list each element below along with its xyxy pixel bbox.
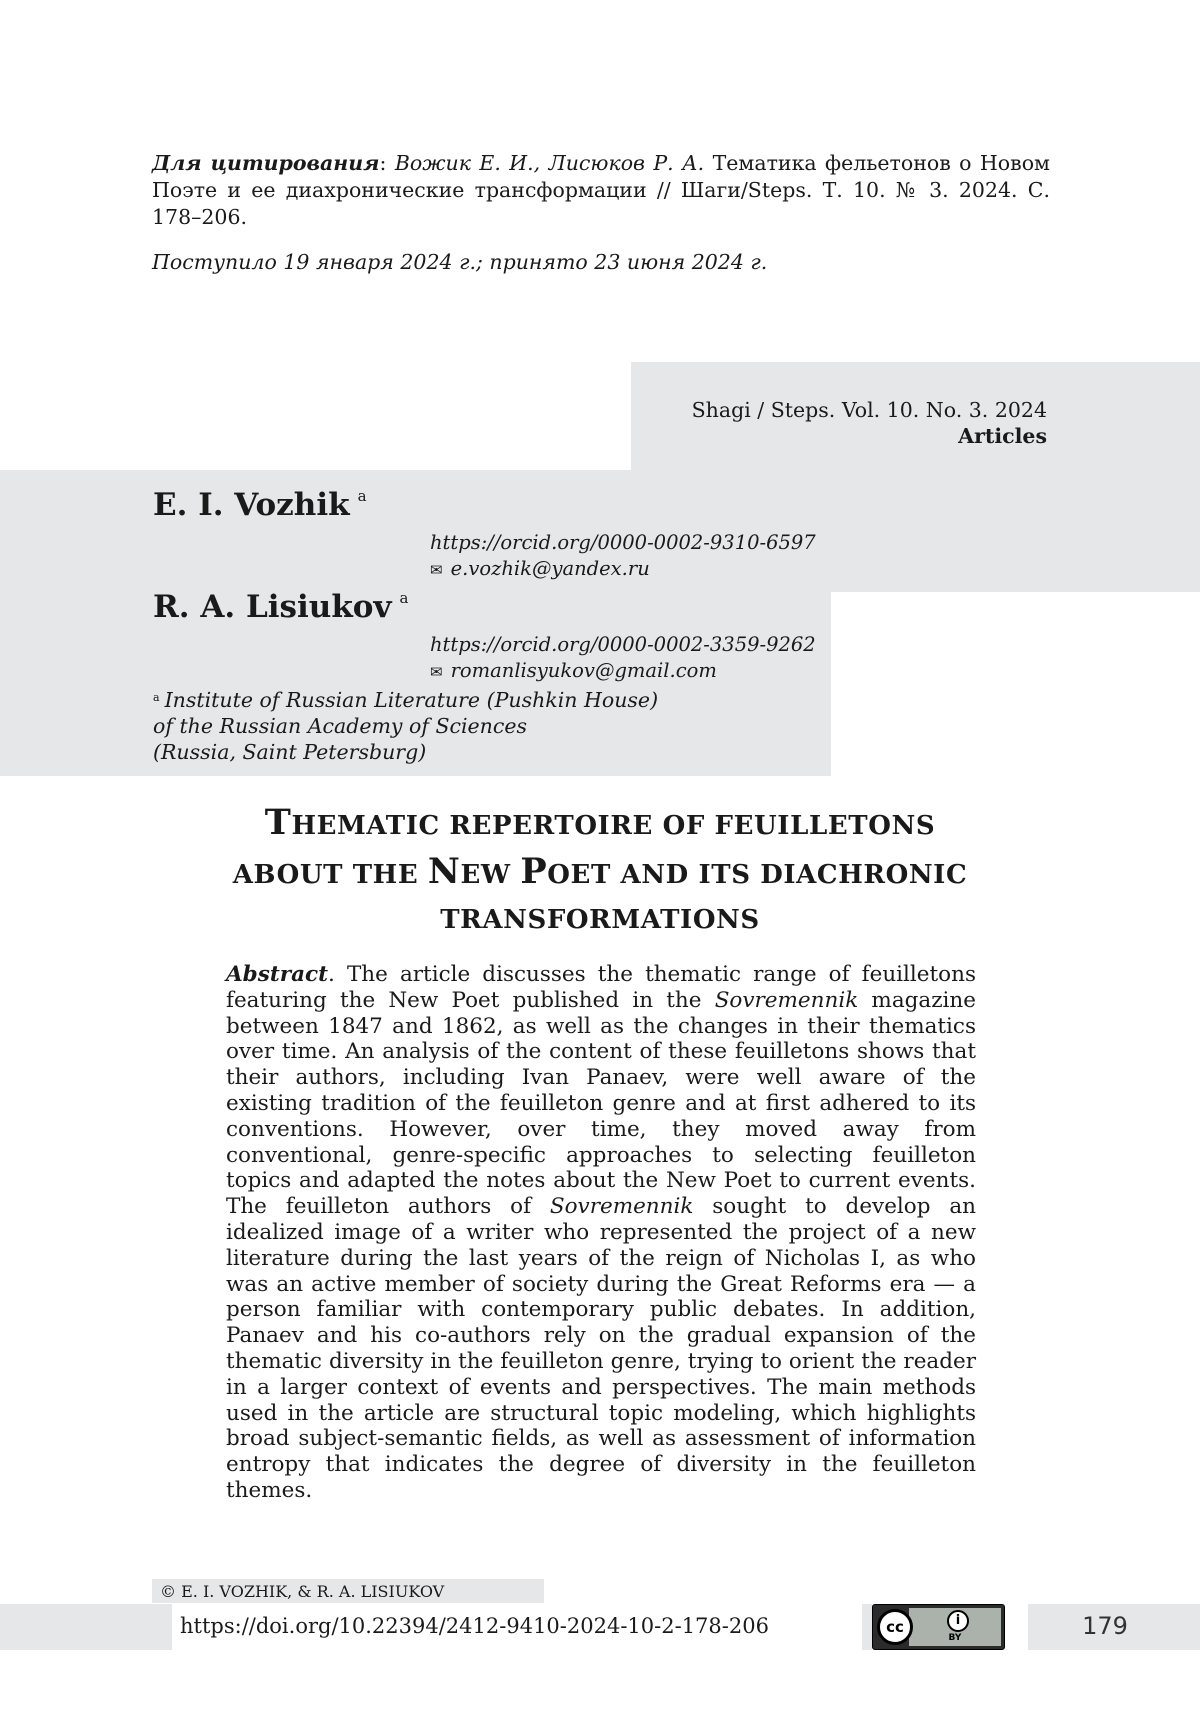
- author-affiliation-mark: a: [357, 487, 367, 505]
- author-name: R. A. Lisiukov $^a$: [153, 589, 409, 625]
- author-contact: [430, 632, 816, 685]
- by-label: BY: [948, 1633, 962, 1643]
- author-name: E. I. Vozhik $^a$: [153, 487, 367, 523]
- cc-by-license-icon[interactable]: [872, 1604, 1005, 1650]
- cc-icon: cc: [877, 1609, 913, 1645]
- orcid-link[interactable]: https://orcid.org/0000-0002-3359-9262: [430, 633, 816, 656]
- citation-authors: Вожик Е. И., Лисюков Р. А.: [394, 151, 705, 175]
- attribution-icon: i: [947, 1610, 969, 1632]
- abstract-lead: Abstract: [226, 962, 329, 987]
- citation-lead: Для цитирования: [152, 151, 380, 175]
- citation: Для цитирования: Вожик Е. И., Лисюков Р. А. Тематика фельетонов о Новом Поэте и ее диахронические трансформации // Шаги/Steps. Т. 10. № 3. 2024. С. 178–206.: [152, 151, 1050, 229]
- affiliation: $^a$ Institute of Russian Literature (Pushkin House) of the Russian Academy of Sciences (Russia, Saint Petersburg): [153, 688, 659, 764]
- received-date: Поступило 19 января 2024 г.; принято 23 июня 2024 г.: [152, 250, 768, 274]
- journal-issue: Shagi / Steps. Vol. 10. No. 3. 2024: [691, 398, 1047, 422]
- doi-link[interactable]: https://doi.org/10.22394/2412-9410-2024-10-2-178-206: [180, 1614, 769, 1638]
- article-title: THEMATIC REPERTOIRE OF FEUILLETONS ABOUT THE NEW POET AND ITS DIACHRONIC TRANSFORMATIONS: [232, 802, 968, 935]
- citation-text: Тематика фельетонов о Новом Поэте и ее диахронические трансформации // Шаги/Steps. Т. 10. № 3. 2024. С. 178–206.: [152, 151, 1050, 229]
- mail-icon: ✉: [430, 561, 443, 579]
- page-number: 179: [1082, 1612, 1128, 1640]
- mail-icon: ✉: [430, 663, 443, 681]
- affiliation-mark: a: [153, 691, 160, 704]
- email-link[interactable]: romanlisyukov@gmail.com: [450, 659, 717, 682]
- author-affiliation-mark: a: [399, 589, 409, 607]
- copyright: © E. I. VOZHIK, & R. A. LISIUKOV: [160, 1582, 445, 1601]
- orcid-link[interactable]: https://orcid.org/0000-0002-9310-6597: [430, 531, 816, 554]
- author-contact: [430, 530, 816, 583]
- email-link[interactable]: e.vozhik@yandex.ru: [450, 557, 650, 580]
- abstract: Abstract. The article discusses the thematic range of feuilletons featuring the New Poet published in the Sovremennik magazine between 1847 and 1862, as well as the changes in their thematics over time. An analysis of the content of these feuilletons shows that their authors, including Ivan Panaev, were well aware of the existing tradition of the feuilleton genre and at first adhered to its conventions. However, over time, they moved away from conventional, genre-specific approaches to selecting feuilleton topics and adapted the notes about the New Poet to current events. The feuilleton authors of Sovremennik sought to develop an idealized image of a writer who represented the project of a new literature during the last years of the reign of Nicholas I, as who was an active member of society during the Great Reforms era — a person familiar with contemporary public debates. In addition, Panaev and his co-authors rely on the gradual expansion of the thematic diversity in the feuilleton genre, trying to orient the reader in a larger context of events and perspectives. The main methods used in the article are structural topic modeling, which highlights broad subject-semantic fields, as well as assessment of information entropy that indicates the degree of diversity in the feuilleton themes.: [226, 962, 976, 1503]
- journal-section: Articles: [958, 424, 1047, 448]
